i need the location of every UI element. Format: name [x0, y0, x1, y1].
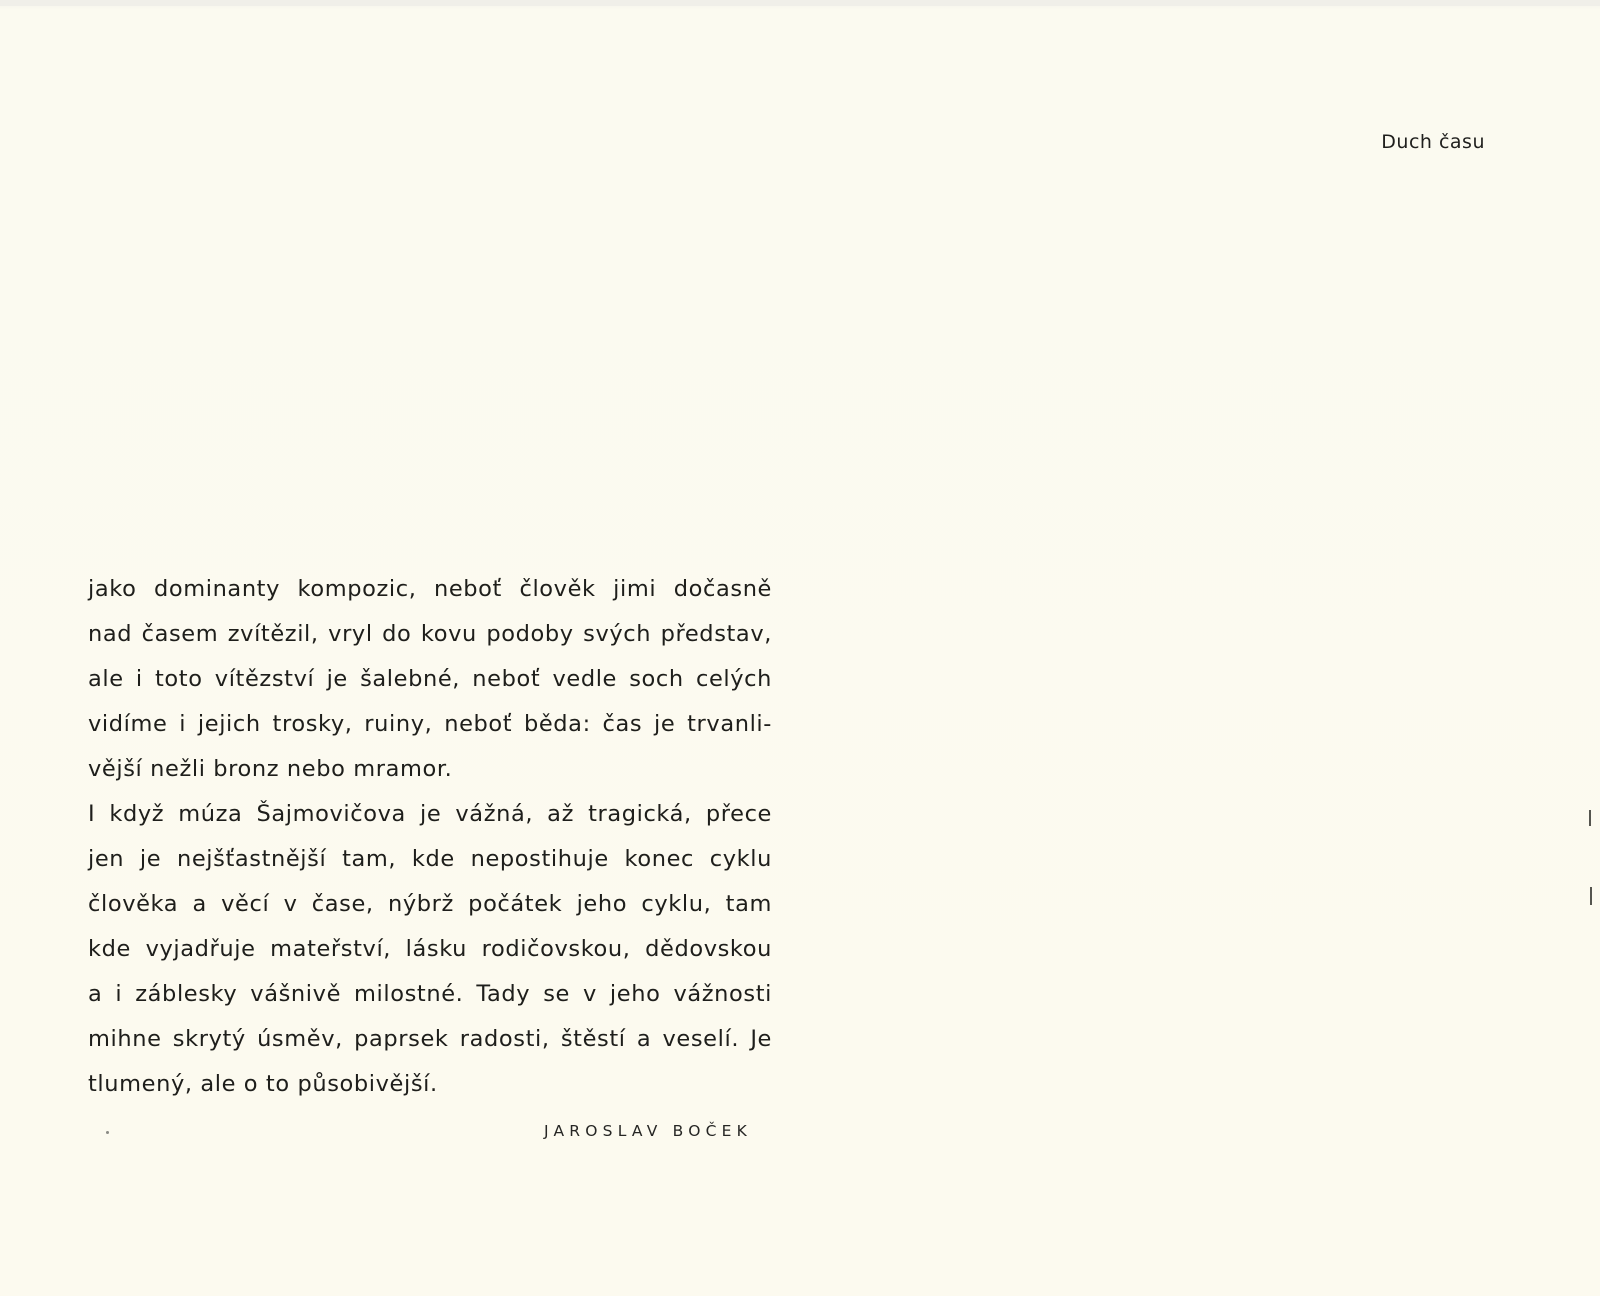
text-line: vější nežli bronz nebo mramor. — [88, 756, 453, 782]
text-line: jen je nejšťastnější tam, kde nepostihuje konec cyklu — [88, 846, 772, 872]
text-line: kde vyjadřuje mateřství, lásku rodičovskou, dědovskou — [88, 936, 772, 962]
text-line: jako dominanty kompozic, neboť člověk jimi dočasně — [88, 576, 772, 602]
author-signature: JAROSLAV BOČEK — [544, 1122, 752, 1140]
text-line: tlumený, ale o to působivější. — [88, 1071, 438, 1097]
text-line: nad časem zvítězil, vryl do kovu podoby svých představ, — [88, 621, 772, 647]
essay-text — [88, 567, 772, 1107]
text-line: vidíme i jejich trosky, ruiny, neboť běda: čas je trvanli- — [88, 711, 772, 737]
text-line: a i záblesky vášnivě milostné. Tady se v jeho vážnosti — [88, 981, 772, 1007]
text-line: člověka a věcí v čase, nýbrž počátek jeho cyklu, tam — [88, 891, 772, 917]
running-title: Duch času — [1381, 131, 1485, 153]
margin-mark — [1590, 887, 1592, 905]
text-line: I když múza Šajmovičova je vážná, až tragická, přece — [88, 801, 772, 827]
page-top-edge — [0, 0, 1600, 6]
margin-mark — [1589, 810, 1591, 826]
text-line: mihne skrytý úsměv, paprsek radosti, štěstí a veselí. Je — [88, 1026, 772, 1052]
text-line: ale i toto vítězství je šalebné, neboť vedle soch celých — [88, 666, 772, 692]
paper-speck — [106, 1131, 109, 1134]
